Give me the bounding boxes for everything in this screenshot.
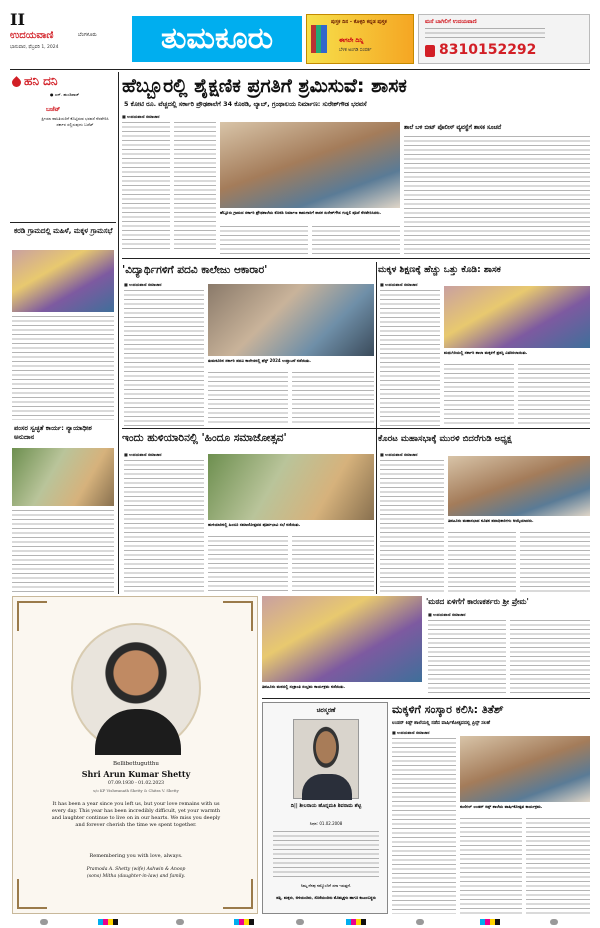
story1-body-col4 <box>292 372 374 426</box>
story2-caption: ಮಧುಗಿರಿಯಲ್ಲಿ ಸರ್ಕಾರಿ ಶಾಲಾ ಮಕ್ಕಳಿಗೆ ಪ್ರಶಸ್ತಿ ವಿತರಿಸಲಾಯಿತು. <box>444 350 528 355</box>
story5-caption: ತಿಪಟೂರು ಮಠದಲ್ಲಿ ಸಂಕ್ರಾಂತಿ ಸಂಭ್ರಮ ಕಾರ್ಯಕ್ರಮ ನಡೆಯಿತು. <box>262 684 345 689</box>
print-color-bar <box>0 916 600 928</box>
obit-relation: s/o KP Vishwanath Shetty & Chitra V. Shetty <box>93 788 179 793</box>
ad-books-text: ಪುಸ್ತಕ ದಿನ - ಕೊಳ್ಳಿರಿ ಕನ್ನಡ ಪುಸ್ತಕ <box>331 19 387 25</box>
registration-mark-icon <box>296 919 304 925</box>
story2-body-col3 <box>518 364 590 426</box>
lead-body-col2 <box>174 122 216 252</box>
story4-caption: ತಿಪಟೂರು ಮಹಾಸಭಾದ ನೂತನ ಪದಾಧಿಕಾರಿಗಳು ಆಯ್ಕೆಯಾದರು. <box>448 518 534 523</box>
lead-caption: ಹೆಬ್ಬೂರು ಗ್ರಾಮದ ಸರ್ಕಾರಿ ಪ್ರೌಢಶಾಲೆಯ ಕೊಠಡಿ ನಿರ್ಮಾಣ ಕಾಮಗಾರಿಗೆ ಶಾಸಕ ಸುರೇಶ್‌ಗೌಡ ಗುದ್ದಲಿ ಪೂಜೆ ನೆರವೇರಿಸಿದರು. <box>220 210 382 215</box>
portrait-photo <box>71 623 201 753</box>
sidebar-story2-body <box>12 510 114 592</box>
obit-kn-portrait <box>293 719 359 799</box>
story1-photo <box>208 284 374 356</box>
story5-body-col2 <box>510 620 590 696</box>
obit-kn-body <box>273 831 379 879</box>
story6-byline: ■ ಉದಯವಾಣಿ ಸಮಾಚಾರ <box>392 730 430 735</box>
ad-subscription <box>418 14 590 64</box>
registration-mark-icon <box>176 919 184 925</box>
story6-headline: ಮಕ್ಕಳಿಗೆ ಸಂಸ್ಕಾರ ಕಲಿಸಿ: ತಿತೆಶ್ <box>392 703 504 716</box>
paper-name: ಉದಯವಾಣಿ <box>10 30 54 41</box>
masthead <box>10 10 590 68</box>
obit-label: Bellibettugutthu <box>113 761 159 767</box>
story6-body-col2 <box>460 818 522 914</box>
story1-body-col1 <box>124 290 204 426</box>
story3-photo <box>208 454 374 520</box>
lead-body-col4 <box>312 226 400 256</box>
lead-side-body <box>404 136 590 256</box>
story4-photo <box>448 456 590 516</box>
lead-side-head: ಶಾಲೆ ಬಳಿ ಬೀಟ್ ಪೊಲೀಸ್ ವ್ಯವಸ್ಥೆಗೆ ಶಾಸಕ ಸೂಚನೆ <box>404 125 502 131</box>
edition-label: ಬೆಂಗಳೂರು <box>78 32 97 38</box>
corner-ornament-icon <box>223 601 253 631</box>
story2-byline: ■ ಉದಯವಾಣಿ ಸಮಾಚಾರ <box>380 282 418 287</box>
story5-byline: ■ ಉದಯವಾಣಿ ಸಮಾಚಾರ <box>428 612 466 617</box>
obit-family: Pramoda A. Shetty (wife) Ashwin & Anoop (sons) Mitha (daughter-in-law) and family. <box>86 867 186 879</box>
story3-headline: ಇಂದು ಹುಳಿಯಾರಿನಲ್ಲಿ 'ಹಿಂದೂ ಸಮಾಜೋತ್ಸವ' <box>122 432 287 444</box>
story4-body-col2 <box>448 532 516 592</box>
ad-subscription-lines <box>425 28 545 40</box>
story3-body-col2 <box>208 536 288 592</box>
corner-ornament-icon <box>17 601 47 631</box>
column-hanidani <box>10 72 116 222</box>
lead-byline: ■ ಉದಯವಾಣಿ ಸಮಾಚಾರ <box>122 114 160 119</box>
portrait-suit <box>95 709 181 755</box>
story2-body-col1 <box>380 290 440 426</box>
obit-kn-dates: ನಿಧನ: 01.02.2008 <box>309 821 343 826</box>
corner-ornament-icon <box>17 879 47 909</box>
story6-body-col3 <box>526 818 590 914</box>
corner-ornament-icon <box>223 879 253 909</box>
ad-phone-number: 8310152292 <box>439 42 537 58</box>
story1-caption: ತುಮಕೂರಿನ ಸರ್ಕಾರಿ ಪದವಿ ಕಾಲೇಜಿನಲ್ಲಿ ಫೆಸ್ಟ್ 2024 ಉದ್ಘಾಟನೆ ನಡೆಯಿತು. <box>208 358 311 363</box>
sidebar-photo-1 <box>12 250 114 312</box>
story4-byline: ■ ಉದಯವಾಣಿ ಸಮಾಚಾರ <box>380 452 418 457</box>
lead-body-col3 <box>220 226 308 256</box>
section-title: ತುಮಕೂರು <box>132 16 302 62</box>
obituary-kannada <box>262 702 388 914</box>
story4-body-col1 <box>380 460 444 592</box>
registration-mark-icon <box>40 919 48 925</box>
story2-photo <box>444 286 590 348</box>
story6-caption: ಕುಣಿಗಲ್ ಲಂಡನ್ ಕಿಡ್ಸ್ ಶಾಲೆಯ ವಾರ್ಷಿಕೋತ್ಸವ ಕಾರ್ಯಕ್ರಮ. <box>460 804 543 809</box>
obit-message: It has been a year since you left us, but your love remains with us every day. This year has been incredibly difficult, yet your warmth and laughter continue to live on in our hearts. We miss you deeply and forever cherish the time we spent together. <box>51 801 221 828</box>
ad-subscription-text: ಮನೆ ಬಾಗಿಲಿಗೆ ಉದಯವಾಣಿ <box>425 19 477 25</box>
story4-body-col3 <box>520 532 590 592</box>
registration-mark-icon <box>480 919 500 925</box>
lead-subhead: 5 ಕೋಟಿ ರೂ. ವೆಚ್ಚದಲ್ಲಿ ಸರ್ಕಾರಿ ಪ್ರೌಢಶಾಲೆಗೆ 34 ಕೊಠಡಿ, ಲ್ಯಾಬ್, ಗ್ರಂಥಾಲಯ ನಿರ್ಮಾಣ: ಸುರೇಶ್‌ಗೌಡ ಭರವಸೆ <box>124 100 367 108</box>
column-name: ಹನಿ ದನಿ <box>24 74 58 88</box>
column-author: ● ಎನ್. ಹುಂಡಿರಾಜ್ <box>50 92 80 97</box>
sidebar-story1-head: ಕರಡಿ ಗ್ರಾಮದಲ್ಲಿ ಮಹಿಳೆ, ಮಕ್ಕಳ ಗ್ರಾಮಸಭೆ <box>14 227 113 235</box>
page-number: II <box>10 10 25 29</box>
sidebar-photo-2 <box>12 448 114 506</box>
issue-date: ಭಾನುವಾರ, ಫೆಬ್ರವರಿ 1, 2024 <box>10 45 59 50</box>
story3-byline: ■ ಉದಯವಾಣಿ ಸಮಾಚಾರ <box>124 452 162 457</box>
story3-caption: ಹುಳಿಯಾರಿನಲ್ಲಿ ಹಿಂದೂ ಸಮಾಜೋತ್ಸವದ ಪೂರ್ವಭಾವಿ ಸಭೆ ನಡೆಯಿತು. <box>208 522 301 527</box>
obit-kn-label: ಚಿರಸ್ಮರಣೆ <box>316 707 336 714</box>
story6-body-col1 <box>392 738 456 914</box>
story6-subhead: ಲಂಡನ್ ಕಿಡ್ಸ್ ಶಾಲೆಯಲ್ಲಿ ನಡೆದ ವಾರ್ಷಿಕೋತ್ಸವದಲ್ಲಿ ಪ್ರಿನ್ಸ್ ಸಲಹೆ <box>392 721 491 726</box>
story3-body-col1 <box>124 460 204 592</box>
poem-text: ಪ್ರೀಯಾ ಪಾಸಿತಿಯರಿಗೆ ಕೊಟ್ಟಿರುವ ಭರವಸೆ ನೆರವೇರಿಸಿ ಸರ್ಕಾರ ಸಲ್ಲಿಸುವುದು ಬಜೆಟ್ <box>41 116 109 127</box>
story1-body-col3 <box>208 372 288 426</box>
ad-books-sub: ಬೆಳಕ ಅಂಗಡಿ ಸಂಪರ್ಕ <box>339 48 372 53</box>
story3-body-col3 <box>292 536 374 592</box>
registration-mark-icon <box>550 919 558 925</box>
registration-mark-icon <box>416 919 424 925</box>
obit-remember: Remembering you with love, always. <box>89 853 183 859</box>
obit-kn-suit <box>302 774 352 800</box>
books-icon <box>311 25 327 53</box>
obit-name: Shri Arun Kumar Shetty <box>81 769 191 779</box>
obituary-english <box>12 596 258 914</box>
story2-headline: ಮಕ್ಕಳ ಶಿಕ್ಷಣಕ್ಕೆ ಹೆಚ್ಚು ಒತ್ತು ಕೊಡಿ: ಶಾಸಕ <box>378 265 501 275</box>
registration-mark-icon <box>346 919 366 925</box>
registration-mark-icon <box>234 919 254 925</box>
lead-photo <box>220 122 400 208</box>
story5-photo <box>262 596 422 682</box>
obit-kn-message: ನಿಮ್ಮ ನೆನಪು ನಮ್ಮೊಂದಿಗೆ ಸದಾ ಇರುತ್ತದೆ. <box>300 883 352 888</box>
obit-kn-family: ಪತ್ನಿ, ಮಕ್ಕಳು, ಅಳಿಯಂದಿರು, ಸೊಸೆಯಂದಿರು ಮೊಮ್ಮಕ್ಕಳು ಹಾಗೂ ಕುಟುಂಬಸ್ಥರು <box>276 895 376 900</box>
story4-headline: ಕೊರಟ ಮಹಾಸಭಾಕ್ಕೆ ಮುರಳಿ ಬಿದರೆಗುಡಿ ಅಧ್ಯಕ್ಷ <box>378 434 512 444</box>
story1-headline: 'ವಿದ್ಯಾರ್ಥಿಗಳಿಗೆ ಪದವಿ ಕಾಲೇಜು ಆಕಾರಾರ' <box>122 264 268 276</box>
ad-books <box>306 14 414 64</box>
sidebar-story2-head: ಪಂಸರ ಸ್ವಚ್ಛತೆ ಕಾರ್ಯ: ನ್ಯಾಯಾಧೀಶ ಅನುದಾನ <box>14 424 92 441</box>
story2-body-col2 <box>444 364 514 426</box>
story5-body-col1 <box>428 620 506 696</box>
drop-icon <box>10 76 23 89</box>
registration-mark-icon <box>98 919 118 925</box>
lead-headline: ಹೆಬ್ಬೂರಲ್ಲಿ ಶೈಕ್ಷಣಿಕ ಪ್ರಗತಿಗೆ ಶ್ರಮಿಸುವೆ: ಶಾಸಕ <box>122 75 407 97</box>
sidebar-story1-body <box>12 316 114 420</box>
poem-title: ಬಜೆಟ್ <box>46 106 61 113</box>
lead-body-col1 <box>122 122 170 252</box>
ad-books-title: ಈಗಲೇ ದಿನ್ನಿ <box>339 37 364 44</box>
story5-headline: 'ಮಠದ ಏಳಿಗೆಗೆ ಕಾರಣಕರ್ತರು ಶ್ರೀ ಪ್ರೇಮ' <box>426 597 529 606</box>
obit-dates: 07.09.1930 - 01.02.2023 <box>108 781 164 786</box>
phone-icon <box>425 45 435 57</box>
obit-kn-name: ದಿ|| ಶೀಲರಾಯ ಹೊನ್ನಮತಿ ಶಿವರಾಮ ಶೆಟ್ಟಿ <box>290 803 362 809</box>
story6-photo <box>460 736 590 802</box>
story1-byline: ■ ಉದಯವಾಣಿ ಸಮಾಚಾರ <box>124 282 162 287</box>
